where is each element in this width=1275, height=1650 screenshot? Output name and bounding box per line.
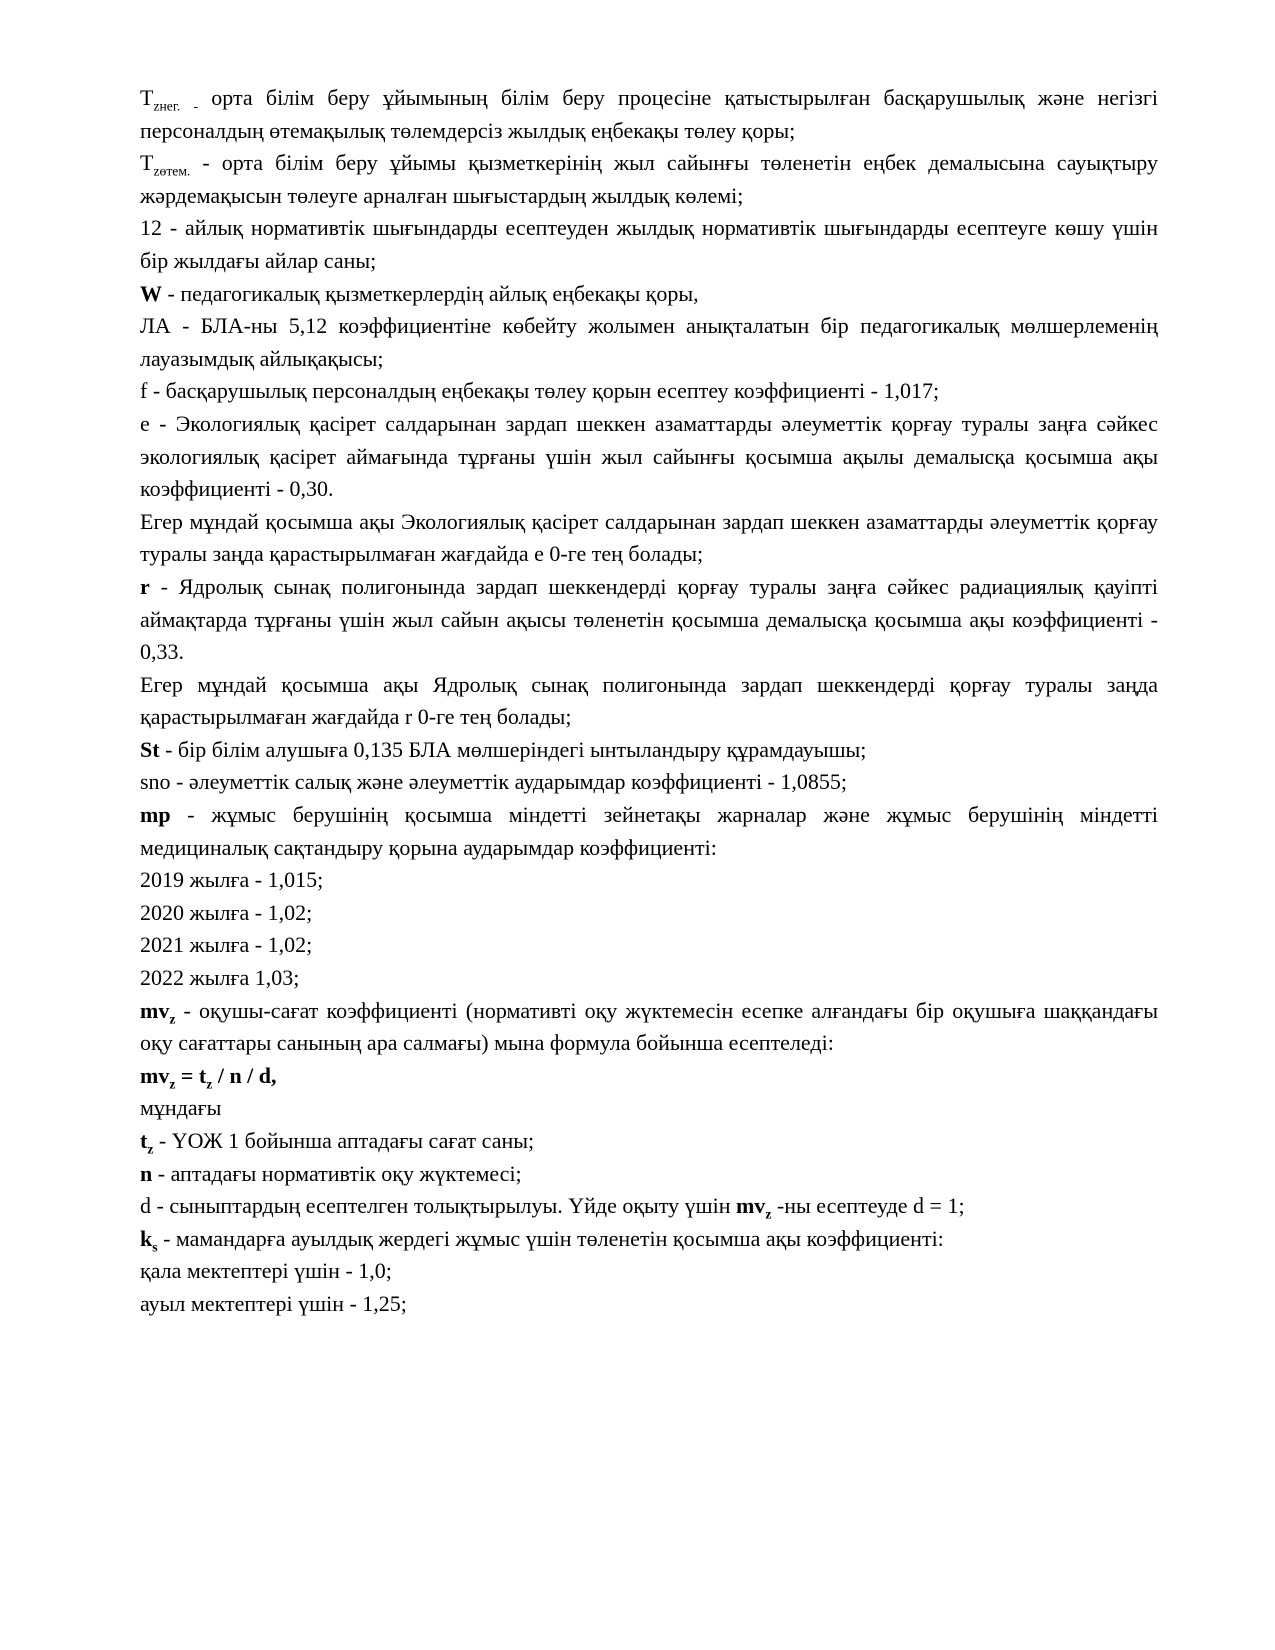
para-e: е - Экологиялық қасірет салдарынан зардап шеккен азаматтарды әлеуметтік қорғау туралы заңға сәйкес экологиялық қасірет аймағында тұрғаны үшін жыл сайынғы қосымша ақылы демалысқа қосымша ақы коэффициенті - 0,30.	[140, 410, 1158, 502]
para-st: St - бір білім алушыға 0,135 БЛА мөлшеріндегі ынтыландыру құрамдауышы;	[140, 736, 867, 762]
para-ks: $k_s$ - мамандарға ауылдық жердегі жұмыс үшін төленетін қосымша ақы коэффициенті:	[140, 1225, 944, 1255]
para-w: W - педагогикалық қызметкерлердің айлық еңбекақы қоры,	[140, 280, 699, 306]
para-year-2020: 2020 жылға - 1,02;	[140, 899, 313, 925]
para-la: ЛА - БЛА-ны 5,12 коэффициентіне көбейту жолымен анықталатын бір педагогикалық мөлшерлеменің лауазымдық айлықақысы;	[140, 313, 1158, 371]
para-t-zotem: $Т_{zөтем.}$ - орта білім беру ұйымы қызметкерінің жыл сайынғы төленетін еңбек демалысына сауықтыру жәрдемақысын төлеуге арналған шығыстардың жылдық көлемі;	[140, 150, 1158, 208]
para-year-2022: 2022 жылға 1,03;	[140, 965, 300, 991]
para-city-schools: қала мектептері үшін - 1,0;	[140, 1258, 392, 1284]
para-e-note: Егер мұндай қосымша ақы Экологиялық қасірет салдарынан зардап шеккен азаматтарды әлеуметтік қорғау туралы заңда қарастырылмаған жағдайда е 0-ге тең болады;	[140, 508, 1158, 567]
para-12-months: 12 - айлық нормативтік шығындарды есептеуден жылдық нормативтік шығындарды есептеуге көшу үшін бір жылдағы айлар саны;	[140, 215, 1158, 273]
para-f: f - басқарушылық персоналдың еңбекақы төлеу қорын есептеу коэффициенті - 1,017;	[140, 378, 940, 404]
para-d: d - сыныптардың есептелген толықтырылуы. Үйде оқыту үшін $mv_z$ -ны есептеуде d = 1;	[140, 1193, 965, 1222]
para-year-2021: 2021 жылға - 1,02;	[140, 932, 313, 958]
para-t-zneg: $Т_{zнег.}$ $_-$ орта білім беру ұйымының білім беру процесіне қатыстырылған басқарушылық және негізгі персоналдың өтемақылық төлемдерсіз жылдық еңбекақы төлеу қоры;	[140, 85, 1158, 143]
formula-mvz: $mv_z = t_z / n / d$,	[140, 1062, 277, 1092]
para-mundagy: мұндағы	[140, 1095, 222, 1121]
para-village-schools: ауыл мектептері үшін - 1,25;	[140, 1290, 407, 1316]
para-r: r - Ядролық сынақ полигонында зардап шеккендерді қорғау туралы заңға сәйкес радиациялық қауіпті аймақтарда тұрғаны үшін жыл сайын ақысы төленетін қосымша демалысқа қосымша ақы коэффициенті - 0,33.	[140, 573, 1158, 665]
para-mp: mp - жұмыс берушінің қосымша міндетті зейнетақы жарналар және жұмыс берушінің міндетті медициналық сақтандыру қорына аударымдар коэффициенті:	[140, 802, 1158, 860]
para-r-note: Егер мұндай қосымша ақы Ядролық сынақ полигонында зардап шеккендерді қорғау туралы заңда қарастырылмаған жағдайда r 0-ге тең болады;	[140, 671, 1158, 730]
para-mvz-definition: $mv_z$ - оқушы-сағат коэффициенті (нормативті оқу жүктемесін есепке алғандағы бір оқушыға шаққандағы оқу сағаттары санының ара салмағы) мына формула бойынша есептеледі:	[140, 997, 1158, 1056]
para-sno: sno - әлеуметтік салық және әлеуметтік аударымдар коэффициенті - 1,0855;	[140, 769, 848, 795]
para-n: n - аптадағы нормативтік оқу жүктемесі;	[140, 1160, 522, 1186]
para-tz: $t_z$ - ҮОЖ 1 бойынша аптадағы сағат саны;	[140, 1128, 535, 1157]
document-body	[140, 82, 1158, 1321]
para-year-2019: 2019 жылға - 1,015;	[140, 867, 324, 893]
